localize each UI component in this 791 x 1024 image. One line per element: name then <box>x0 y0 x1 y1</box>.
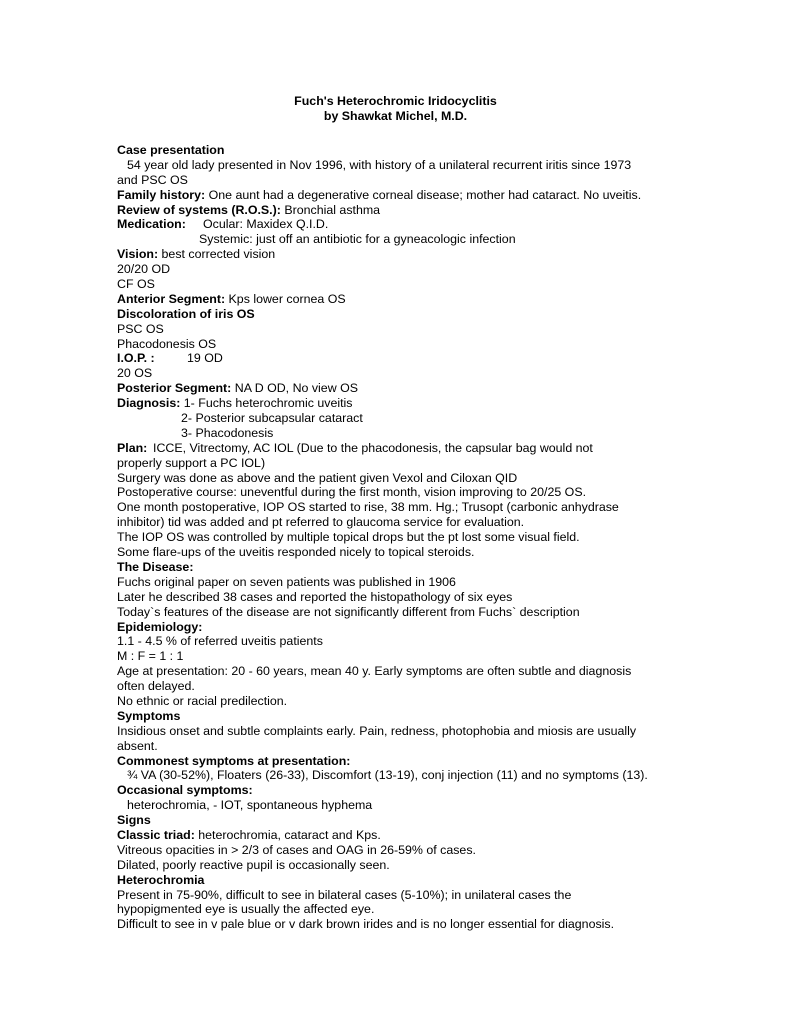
commonest-symptoms-heading: Commonest symptoms at presentation: <box>117 753 351 768</box>
classic-triad-text: heterochromia, cataract and Kps. <box>194 827 381 842</box>
course-text-line: Postoperative course: uneventful during the first month, vision improving to 20/25 OS. <box>117 485 587 500</box>
course-text-line: The IOP OS was controlled by multiple topical drops but the pt lost some visual field. <box>117 530 580 545</box>
disease-text-line: Fuchs original paper on seven patients was published in 1906 <box>117 574 456 589</box>
document-body <box>117 143 677 932</box>
case-text-line: and PSC OS <box>117 172 188 187</box>
epidemiology-text-line: often delayed. <box>117 679 195 694</box>
signs-text-line: Vitreous opacities in > 2/3 of cases and OAG in 26-59% of cases. <box>117 842 476 857</box>
symptoms-heading: Symptoms <box>117 708 181 723</box>
classic-triad <box>117 828 677 843</box>
heterochromia-text-line: Present in 75-90%, difficult to see in bilateral cases (5-10%); in unilateral cases the <box>117 887 572 902</box>
classic-triad-label: Classic triad: <box>117 827 195 842</box>
symptoms-text-line: absent. <box>117 738 158 753</box>
anterior-segment <box>117 292 677 307</box>
symptoms-text-line: Insidious onset and subtle complaints early. Pain, redness, photophobia and miosis are usually <box>117 723 637 738</box>
anterior-segment-label: Anterior Segment: <box>117 291 226 306</box>
medication <box>117 217 677 232</box>
epidemiology-text-line: M : F = 1 : 1 <box>117 649 184 664</box>
psc-os: PSC OS <box>117 321 164 336</box>
family-history <box>117 188 677 203</box>
posterior-segment <box>117 381 677 396</box>
heterochromia-text-line: hypopigmented eye is usually the affected eye. <box>117 902 375 917</box>
diagnosis-item-3: 3- Phacodonesis <box>181 425 274 440</box>
iop-label: I.O.P. : <box>117 351 155 366</box>
epidemiology-text-line: No ethnic or racial predilection. <box>117 693 288 708</box>
family-history-text: One aunt had a degenerative corneal disease; mother had cataract. No uveitis. <box>205 187 642 202</box>
signs-heading: Signs <box>117 813 151 828</box>
vision-os: CF OS <box>117 277 155 292</box>
course-text-line: One month postoperative, IOP OS started to rise, 38 mm. Hg.; Trusopt (carbonic anhydrase <box>117 500 619 515</box>
disease-text-line: Later he described 38 cases and reported the histopathology of six eyes <box>117 589 513 604</box>
vision-label: Vision: <box>117 247 159 262</box>
anterior-segment-text: Kps lower cornea OS <box>225 291 346 306</box>
diagnosis-item-2: 2- Posterior subcapsular cataract <box>181 411 363 426</box>
ros-label: Review of systems (R.O.S.): <box>117 202 281 217</box>
diagnosis-item-1: 1- Fuchs heterochromic uveitis <box>180 396 353 411</box>
heterochromia-text-line: Difficult to see in v pale blue or v dark brown irides and is no longer essential for diagnosis. <box>117 917 615 932</box>
plan-label: Plan: <box>117 440 148 455</box>
title-line-1: Fuch's Heterochromic Iridocyclitis <box>294 94 497 108</box>
iop <box>117 351 677 366</box>
course-text-line: inhibitor) tid was added and pt referred to glaucoma service for evaluation. <box>117 515 525 530</box>
vision <box>117 247 677 262</box>
family-history-label: Family history: <box>117 187 206 202</box>
course-text-line: Surgery was done as above and the patient given Vexol and Ciloxan QID <box>117 470 518 485</box>
diagnosis-label: Diagnosis: <box>117 396 181 411</box>
posterior-segment-text: NA D OD, No view OS <box>231 381 358 396</box>
commonest-symptoms-text: ¾ VA (30-52%), Floaters (26-33), Discomfort (13-19), conj injection (11) and no symptoms (13). <box>127 768 648 783</box>
plan-text: ICCE, Vitrectomy, AC IOL (Due to the phacodonesis, the capsular bag would not <box>153 440 593 455</box>
occasional-symptoms-text: heterochromia, - IOT, spontaneous hyphema <box>127 798 373 813</box>
case-presentation-heading: Case presentation <box>117 143 225 157</box>
epidemiology-heading: Epidemiology: <box>117 619 203 634</box>
occasional-symptoms-heading: Occasional symptoms: <box>117 783 253 798</box>
plan <box>117 441 677 456</box>
vision-od: 20/20 OD <box>117 262 171 277</box>
diagnosis <box>117 396 677 411</box>
plan-text-line-2: properly support a PC IOL) <box>117 455 266 470</box>
epidemiology-text-line: Age at presentation: 20 - 60 years, mean 40 y. Early symptoms are often subtle and diagnosis <box>117 664 632 679</box>
ros-text: Bronchial asthma <box>280 202 381 217</box>
title-line-2: by Shawkat Michel, M.D. <box>323 109 468 123</box>
course-text-line: Some flare-ups of the uveitis responded nicely to topical steroids. <box>117 545 475 560</box>
epidemiology-text-line: 1.1 - 4.5 % of referred uveitis patients <box>117 634 323 649</box>
signs-text-line: Dilated, poorly reactive pupil is occasionally seen. <box>117 857 390 872</box>
medication-systemic: Systemic: just off an antibiotic for a gyneacologic infection <box>199 232 516 247</box>
case-text-line: 54 year old lady presented in Nov 1996, with history of a unilateral recurrent iritis since 1973 <box>127 157 632 172</box>
disease-text-line: Today`s features of the disease are not significantly different from Fuchs` description <box>117 604 580 619</box>
vision-text: best corrected vision <box>158 247 276 262</box>
heterochromia-heading: Heterochromia <box>117 872 205 887</box>
medication-ocular: Ocular: Maxidex Q.I.D. <box>203 217 329 232</box>
phacodonesis-os: Phacodonesis OS <box>117 336 217 351</box>
posterior-segment-label: Posterior Segment: <box>117 381 232 396</box>
review-of-systems <box>117 203 677 218</box>
iop-os: 20 OS <box>117 366 153 381</box>
disease-heading: The Disease: <box>117 559 194 574</box>
medication-label: Medication: <box>117 217 186 232</box>
iop-od: 19 OD <box>187 351 223 366</box>
document-title <box>0 94 791 124</box>
discoloration-heading: Discoloration of iris OS <box>117 306 255 321</box>
